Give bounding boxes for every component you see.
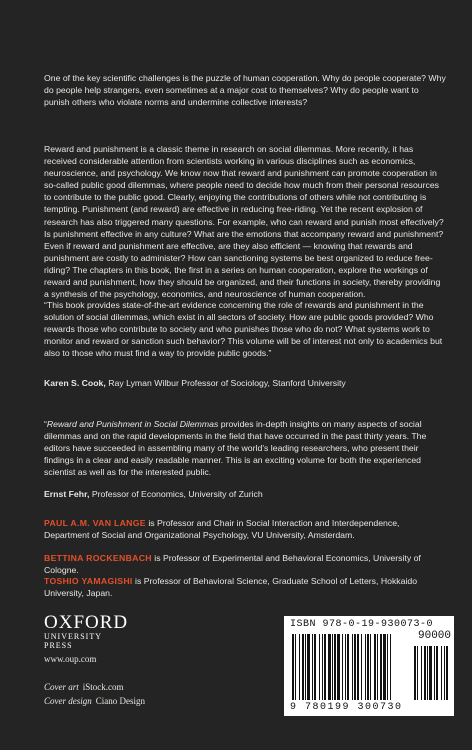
isbn-barcode [284,616,454,716]
publisher-logo [44,612,129,650]
editor-name: TOSHIO YAMAGISHI [44,576,133,586]
barcode-bar [390,634,391,700]
addon-bar [414,646,416,700]
quote-text: “This book provides state-of-the-art evidence concerning the role of rewards and punishment in the solution of social dilemmas, which exist in all sectors of society. How are public goods provided? Who rewards those who contribute to society and who punishes those who do not? What systems work to monitor and reward or sanction such behavior? This volume will be of interest not only to academics but also to those who must find a way to provide public goods.” [44,300,443,359]
editor-bio [44,552,446,576]
barcode-bar [383,634,386,700]
quote-attribution [44,488,446,500]
editor-name: PAUL A.M. VAN LANGE [44,518,146,528]
logo-main-text: OXFORD [44,612,129,633]
barcode-bar [345,634,346,700]
barcode-bar [347,634,349,700]
barcode-bar [367,634,369,700]
editor-description: is Professor of Experimental and Behavioral Economics, University of Cologne. [44,553,421,576]
barcode-bar [352,634,353,700]
quote-author: Ernst Fehr, [44,489,90,499]
barcode-bar [361,634,362,700]
quote-affiliation: Professor of Economics, University of Zurich [91,489,263,499]
credit-value: iStock.com [82,682,124,692]
barcode-bar [292,634,294,700]
addon-bar [424,646,426,700]
quote-open: “ [44,419,47,429]
endorsement-quote [44,299,446,359]
barcode-bars [290,634,448,700]
quote-attribution [44,377,446,389]
editor-bio [44,575,446,599]
logo-sub-text: UNIVERSITY PRESS [44,632,102,650]
barcode-bar [332,634,333,700]
editor-name: BETTINA ROCKENBACH [44,553,152,563]
barcode-number: 9 780199 300730 [290,702,403,713]
barcode-bar [324,634,326,700]
addon-bar [441,646,442,700]
barcode-bar [319,634,320,700]
credit-value: Ciano Design [95,696,145,706]
barcode-bar [307,634,310,700]
barcode-bar [295,634,296,700]
isbn-text: ISBN 978-0-19-930073-0 [290,619,434,630]
cover-art-credit [44,682,124,692]
barcode-bar [334,634,336,700]
endorsement-quote [44,418,446,478]
editor-description: is Professor of Behavioral Science, Graduate School of Letters, Hokkaido University, Japan. [44,576,418,599]
addon-bar [446,646,448,700]
credit-label: Cover design [44,696,92,706]
barcode-bar [354,634,356,700]
addon-bar [444,646,445,700]
book-title: Reward and Punishment in Social Dilemmas [46,419,219,429]
editor-bio [44,517,446,541]
publisher-url: www.oup.com [44,654,97,664]
barcode-bar [328,634,331,700]
intro-paragraph: One of the key scientific challenges is the puzzle of human cooperation. Why do people cooperate? Why do people help strangers, even sometimes at a major cost to themselves? Why do people want to punish others who violate norms and undermine collective interests? [44,73,446,108]
quote-text: provides in-depth insights on many aspects of social dilemmas and on the rapid developments in the field that have occurred in the past thirty years. The editors have succeeded in assembling many of the world’s leading researchers, who present their findings in a clear and easily readable manner. This is an exciting volume for both the experienced scientist as well as for the interested public. [44,419,427,478]
barcode-bar [322,634,323,700]
addon-bar [427,646,428,700]
barcode-bar [302,634,304,700]
quote-affiliation: Ray Lyman Wilbur Professor of Sociology, Stanford University [108,378,346,388]
barcode-bar [342,634,343,700]
barcode-bar [387,634,388,700]
addon-bar [421,646,422,700]
addon-bar [417,646,418,700]
price-code: 90000 [418,630,452,642]
credit-label: Cover art [44,682,79,692]
barcode-bar [374,634,376,700]
barcode-bar [370,634,371,700]
barcode-bar [305,634,306,700]
barcode-bar [377,634,378,700]
barcode-bar [380,634,382,700]
editor-description: is Professor and Chair in Social Interaction and Interdependence, Department of Social and Organizational Psychology, VU University, Amsterdam. [44,518,400,541]
barcode-bar [357,634,359,700]
barcode-bar [365,634,366,700]
barcode-bar [314,634,316,700]
description-paragraph: Reward and punishment is a classic theme in research on social dilemmas. More recently, it has received considerable attention from scientists working in various disciplines such as economics, neuroscience, and psychology. We know now that reward and punishment can promote cooperation in so-called public good dilemmas, where people need to decide how much from their personal resources to contribute to the public good. Clearly, enjoying the contributions of others while not contributing is tempting. Punishment (and reward) are effective in reducing free-riding. Yet the recent explosion of research has also triggered many questions. For example, who can reward and punish most effectively? Is punishment effective in any culture? What are the emotions that accompany reward and punishment? Even if reward and punishment are effective, are they also efficient — knowing that rewards and punishment are costly to administer? How can sanctioning systems be best organized to reduce free-riding? The chapters in this book, the first in a series on human cooperation, explore the workings of reward and punishment, how they should be organized, and their functions in society, thereby providing a synthesis of the psychology, economics, and neuroscience of human cooperation. [44,144,444,300]
barcode-bar [299,634,300,700]
quote-author: Karen S. Cook, [44,378,106,388]
addon-bar [436,646,438,700]
cover-design-credit [44,696,145,706]
addon-bar [434,646,435,700]
barcode-bar [312,634,313,700]
barcode-bar [337,634,340,700]
addon-bar [429,646,432,700]
